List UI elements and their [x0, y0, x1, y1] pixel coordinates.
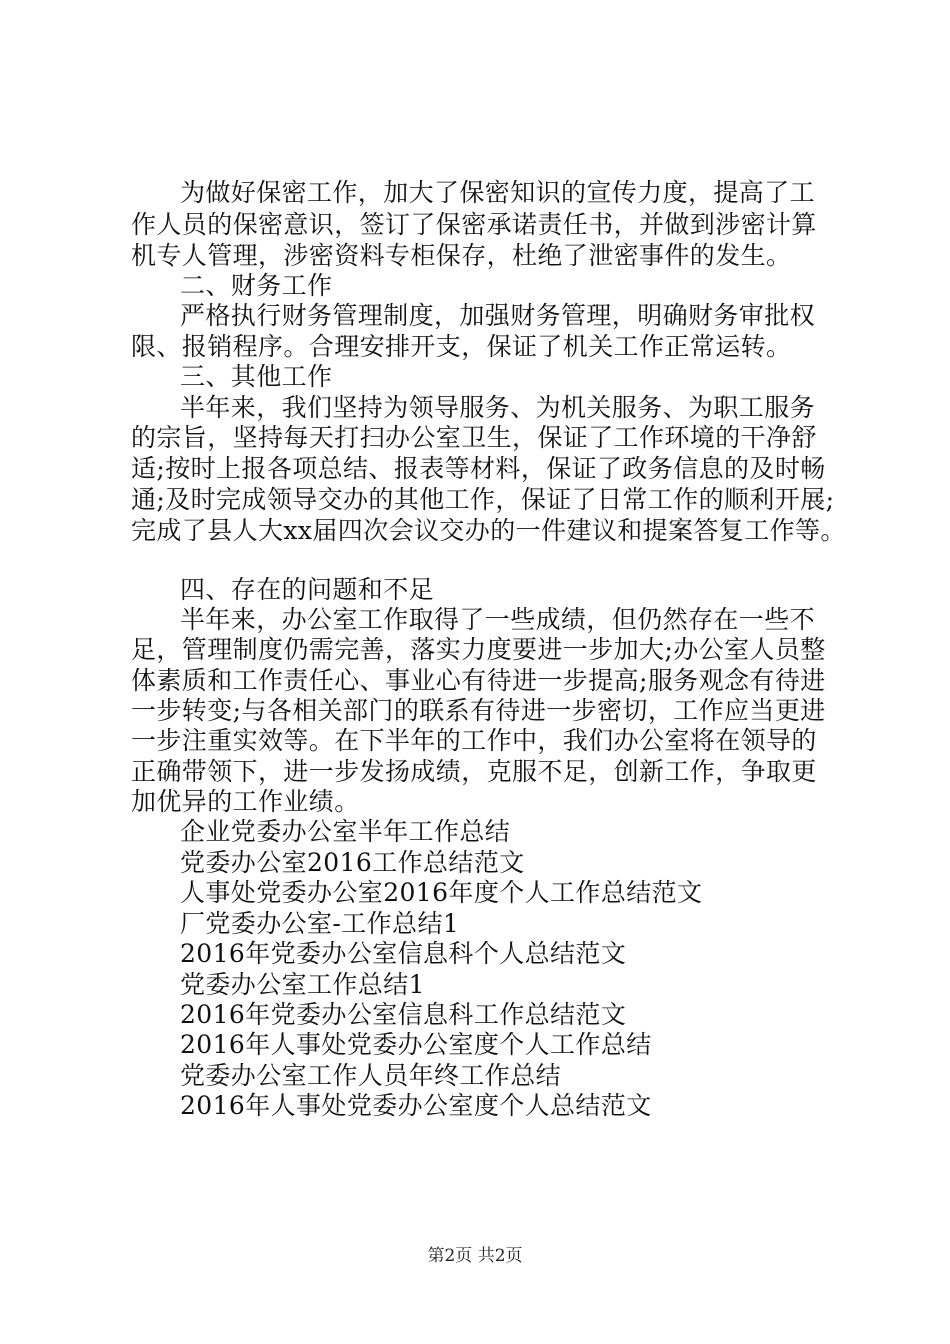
related-title-item: 2016年人事处党委办公室度个人工作总结 [180, 1030, 652, 1059]
section-heading-other: 三、其他工作 [180, 362, 333, 391]
paragraph-finance-line: 限、报销程序。合理安排开支，保证了机关工作正常运转。 [131, 332, 792, 361]
paragraph-other-line: 适;按时上报各项总结、报表等材料，保证了政务信息的及时畅 [131, 454, 826, 483]
section-heading-finance: 二、财务工作 [180, 271, 333, 300]
paragraph-problems-line: 半年来，办公室工作取得了一些成绩，但仍然存在一些不 [180, 605, 816, 634]
paragraph-confidentiality-line: 为做好保密工作，加大了保密知识的宣传力度，提高了工 [180, 178, 816, 207]
related-title-item: 厂党委办公室-工作总结1 [180, 909, 460, 938]
paragraph-problems-line: 加优异的工作业绩。 [131, 787, 360, 816]
related-title-item: 2016年党委办公室信息科工作总结范文 [180, 1000, 627, 1029]
related-title-item: 企业党委办公室半年工作总结 [180, 817, 511, 846]
related-title-item: 党委办公室工作人员年终工作总结 [180, 1061, 562, 1090]
page-number-footer: 第2页 共2页 [427, 1246, 523, 1266]
related-title-item: 党委办公室工作总结1 [180, 970, 425, 999]
paragraph-confidentiality-line: 机专人管理，涉密资料专柜保存，杜绝了泄密事件的发生。 [131, 241, 792, 270]
paragraph-problems-line: 一步注重实效等。在下半年的工作中，我们办公室将在领导的 [131, 726, 817, 755]
paragraph-problems-line: 一步转变;与各相关部门的联系有待进一步密切，工作应当更进 [131, 696, 826, 725]
related-title-item: 2016年党委办公室信息科个人总结范文 [180, 939, 627, 968]
paragraph-problems-line: 正确带领下，进一步发扬成绩，克服不足，创新工作，争取更 [131, 757, 817, 786]
paragraph-problems-line: 体素质和工作责任心、事业心有待进一步提高;服务观念有待进 [131, 666, 826, 695]
related-title-item: 人事处党委办公室2016年度个人工作总结范文 [180, 878, 703, 907]
related-title-item: 党委办公室2016工作总结范文 [180, 848, 525, 877]
related-title-item: 2016年人事处党委办公室度个人总结范文 [180, 1091, 652, 1120]
paragraph-other-line: 的宗旨，坚持每天打扫办公室卫生，保证了工作环境的干净舒 [131, 423, 817, 452]
paragraph-other-line: 通;及时完成领导交办的其他工作，保证了日常工作的顺利开展; [131, 485, 835, 514]
paragraph-problems-line: 足，管理制度仍需完善，落实力度要进一步加大;办公室人员整 [131, 635, 826, 664]
section-heading-problems: 四、存在的问题和不足 [180, 575, 435, 604]
paragraph-confidentiality-line: 作人员的保密意识，签订了保密承诺责任书，并做到涉密计算 [131, 210, 817, 239]
paragraph-finance-line: 严格执行财务管理制度，加强财务管理，明确财务审批权 [180, 301, 816, 330]
paragraph-other-line: 半年来，我们坚持为领导服务、为机关服务、为职工服务 [180, 393, 816, 422]
paragraph-other-line: 完成了县人大xx届四次会议交办的一件建议和提案答复工作等。 [131, 516, 846, 545]
